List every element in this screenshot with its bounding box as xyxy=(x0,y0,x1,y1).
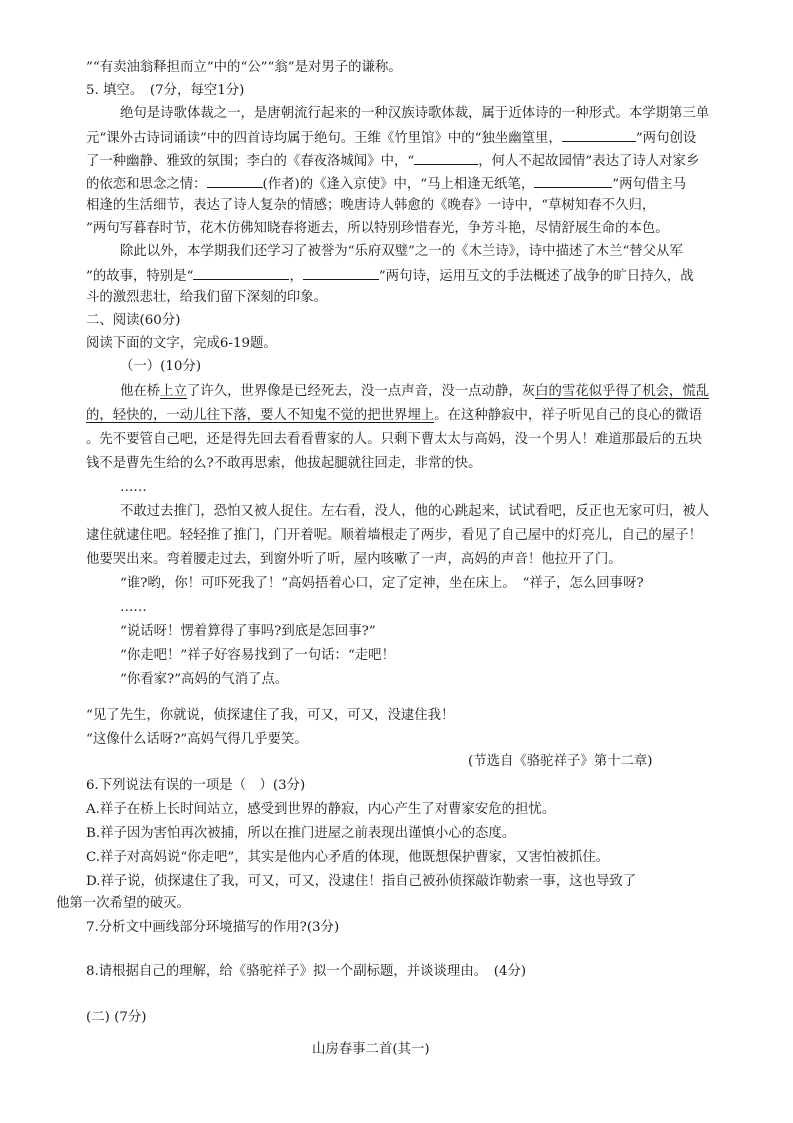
dialogue-line: “谁?哟，你！可吓死我了！”高妈捂着心口，定了定神，坐在床上。 “祥子，怎么回事呀? xyxy=(120,576,644,591)
text: ， xyxy=(289,269,303,284)
underlined-text: 上立 xyxy=(160,384,187,399)
underlined-text: 的，轻快的，一动儿往下落，要人不知鬼不觉的把世界埋上 xyxy=(86,408,435,423)
reading-line: 逮住就逮住吧。轻轻推了推门，门开着呢。顺着墙根走了两步，看见了自己屋中的灯亮儿，自己的屋子！ xyxy=(86,528,702,543)
dialogue-line: “你走吧！”祥子好容易找到了一句话：“走吧！ xyxy=(120,648,395,663)
option-a: A.祥子在桥上长时间站立，感受到世界的静寂，内心产生了对曹家安危的担忧。 xyxy=(86,802,556,817)
reading-line: 钱不是曹先生给的么?不敢再思索，他拔起腿就往回走，非常的快。 xyxy=(86,456,482,471)
underlined-text: 白的雪花似乎得了机会，慌乱 xyxy=(535,384,710,399)
text-line: ”“有卖油翁释担而立”中的“公”“翁”是对男子的谦称。 xyxy=(86,60,402,75)
option-b: B.祥子因为害怕再次被捕，所以在推门进屋之前表现出谨慎小心的态度。 xyxy=(86,826,516,841)
part-heading: (二) (7分) xyxy=(86,1010,147,1025)
reading-line xyxy=(86,406,702,426)
question-6: 6.下列说法有误的一项是（ ）(3分) xyxy=(86,778,306,793)
text: ”两句借主马 xyxy=(612,177,687,192)
answer-blank[interactable] xyxy=(303,265,379,280)
question-5-title: 5. 填空。 (7分，每空1分) xyxy=(86,83,245,98)
answer-blank[interactable] xyxy=(414,150,478,165)
question-7: 7.分析文中画线部分环境描写的作用?(3分) xyxy=(86,920,340,935)
option-c: C.祥子对高妈说“你走吧”，其实是他内心矛盾的体现，他既想保护曹家，又害怕被抓住。 xyxy=(86,850,610,865)
question-8: 8.请根据自己的理解，给《骆驼祥子》拟一个副标题，并谈谈理由。 (4分) xyxy=(86,964,527,979)
answer-blank[interactable] xyxy=(193,265,289,280)
option-d-cont: 他第一次希望的破灭。 xyxy=(56,896,190,911)
option-d: D.祥子说，侦探逮住了我，可又，可又，没逮住！指自己被孙侦探敲诈勒索一事，这也导致了 xyxy=(86,874,637,889)
paragraph-line: 斗的激烈悲壮，给我们留下深刻的印象。 xyxy=(86,290,328,305)
instruction: 阅读下面的文字，完成6-19题。 xyxy=(86,336,277,351)
paragraph-line: ”两句写暮春时节，花木仿佛知晓春将逝去，所以特别珍惜春光，争芳斗艳，尽情舒展生命的本色。 xyxy=(86,221,669,236)
reading-line xyxy=(120,382,709,402)
paragraph-line: 绝句是诗歌体裁之一，是唐朝流行起来的一种汉族诗歌体裁，属于近体诗的一种形式。本学期第三单 xyxy=(120,106,710,121)
text: 元“课外古诗词诵读”中的四首诗均属于绝句。王维《竹里馆》中的“独坐幽篁里， xyxy=(86,131,562,146)
reading-line: 他要哭出来。弯着腰走过去，到窗外听了听，屋内咳嗽了一声，高妈的声音！他拉开了门。 xyxy=(86,552,622,567)
paragraph-line: 相逢的生活细节，表达了诗人复杂的情感；晚唐诗人韩愈的《晚春》一诗中，“草树知春不久归， xyxy=(86,198,656,213)
dialogue-line: “见了先生，你就说，侦探逮住了我，可又，可又，没逮住我！ xyxy=(86,708,455,723)
ellipsis: …… xyxy=(120,600,147,615)
answer-blank[interactable] xyxy=(534,173,612,188)
ellipsis: …… xyxy=(120,480,147,495)
reading-line: 不敢过去推门，恐怕又被人捉住。左右看，没人，他的心跳起来，试试看吧，反正也无家可归，被人 xyxy=(120,504,710,519)
answer-blank[interactable] xyxy=(562,127,636,142)
text: 了一种幽静、雅致的氛围；李白的《春夜洛城闻》中，“ xyxy=(86,154,415,169)
paragraph-line: 除此以外，本学期我们还学习了被誉为“乐府双璧”之一的《木兰诗》，诗中描述了木兰“替父从军 xyxy=(120,244,683,259)
paragraph-line xyxy=(86,127,696,149)
paragraph-line xyxy=(86,173,686,195)
paragraph-line xyxy=(86,265,694,287)
text: ，何人不起故园情”表达了诗人对家乡 xyxy=(478,154,700,169)
answer-blank[interactable] xyxy=(207,173,263,188)
text: 。在这种静寂中，祥子听见自己的良心的微语 xyxy=(434,408,702,423)
text: ”的故事，特别是“ xyxy=(86,269,194,284)
dialogue-line: “说话呀！愣着算得了事吗?到底是怎回事?” xyxy=(120,624,376,639)
reading-line: 。先不要管自己吧，还是得先回去看看曹家的人。只剩下曹太太与高妈，没一个男人！难道那最后的五块 xyxy=(86,432,702,447)
text: 了许久，世界像是已经死去，没一点声音，没一点动静，灰 xyxy=(186,384,536,399)
poem-title: 山房春事二首(其一) xyxy=(312,1042,430,1057)
text: ”两句诗，运用互文的手法概述了战争的旷日持久，战 xyxy=(378,269,694,284)
source-citation: (节选自《骆驼祥子》第十二章) xyxy=(468,754,653,769)
text: 他在桥 xyxy=(120,384,161,399)
text: ”两句创设 xyxy=(635,131,697,146)
part-heading: （一）(10分) xyxy=(120,359,202,374)
paragraph-line xyxy=(86,150,699,172)
text: 的依恋和思念之情： xyxy=(86,177,207,192)
section-heading: 二、阅读(60分) xyxy=(86,313,181,328)
dialogue-line: “你看家?”高妈的气消了点。 xyxy=(120,672,289,687)
dialogue-line: “这像什么话呀?”高妈气得几乎要笑。 xyxy=(86,732,308,747)
text: (作者)的《逢入京使》中，“马上相逢无纸笔， xyxy=(262,177,535,192)
